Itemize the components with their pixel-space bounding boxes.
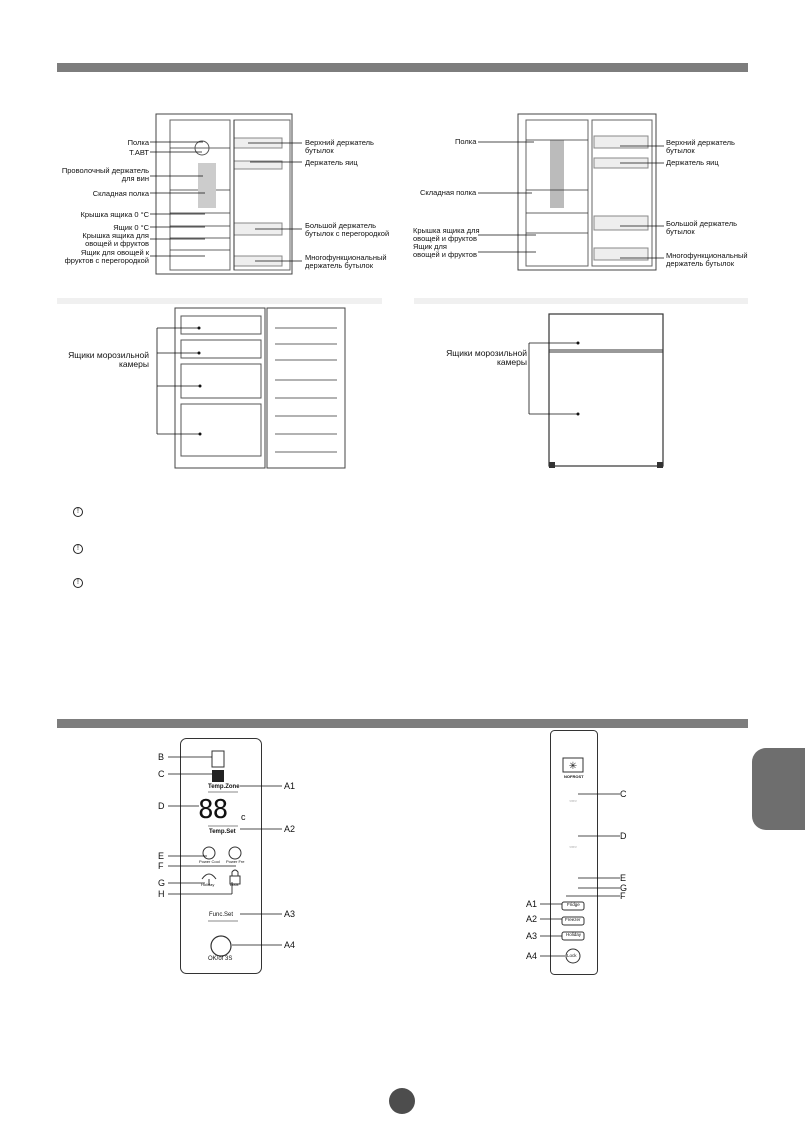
fridge-right-label-large-bottle-holder: Большой держатель бутылок [666, 219, 737, 236]
fridge-left-label-shelf: Полка [127, 138, 149, 147]
callout-a2-right: A2 [526, 914, 538, 924]
fridge-right-label-crisper-cover: Крышка ящика для овощей и фруктов [413, 226, 480, 243]
callout-a1-right: A1 [526, 899, 538, 909]
callout-d-right: D [620, 831, 627, 841]
callout-a2: A2 [284, 824, 296, 834]
fridge-right-label-multi-bottle-holder: Многофункциональный держатель бутылок [666, 251, 748, 268]
freezer-button-label: Freezer [565, 917, 581, 922]
callout-g: G [158, 878, 166, 888]
fridge-right-label-crisper: Ящик для овощей и фруктов [413, 242, 477, 259]
info-icon: ! [73, 578, 83, 588]
temperature-digits: 88 [198, 795, 228, 825]
holiday-button-label: Holiday [566, 932, 582, 937]
fridge-left-label-wine-holder: Проволочный держатель для вин [61, 166, 149, 183]
callout-f-right: F [620, 891, 626, 901]
power-cool-label: Power Cool [199, 859, 220, 864]
power-fre-label: Power Fre [226, 859, 245, 864]
fridge-right-label-folding-shelf: Складная полка [420, 188, 477, 197]
callout-h: H [158, 889, 165, 899]
ok-label: OK/of 3S [208, 956, 233, 962]
callout-g-right: G [620, 883, 628, 893]
page-number-badge [389, 1088, 415, 1114]
fridge-right-label-top-bottle-holder: Верхний держатель бутылок [666, 138, 735, 155]
info-icon: ! [73, 544, 83, 554]
callout-b: B [158, 752, 165, 762]
fridge-left-label-crisper: Ящик для овощей к фруктов с перегородкой [64, 248, 149, 265]
fridge-right-label-egg-holder: Держатель яиц [666, 158, 719, 167]
freezer-right-label: Ящики морозильной камеры [446, 348, 527, 367]
fridge-left-label-egg-holder: Держатель яиц [305, 158, 358, 167]
fridge-left-label-crisper-cover: Крышка ящика для овощей и фруктов [82, 231, 149, 248]
lock-button-label: Lock [567, 953, 577, 958]
callout-d: D [158, 801, 165, 811]
fridge-left-label-auto-temp: Т.АВТ [129, 148, 149, 157]
callout-a4-right: A4 [526, 951, 538, 961]
nofrost-label: NOFROST [564, 774, 584, 779]
callout-a4: A4 [284, 940, 296, 950]
callout-e-right: E [620, 873, 627, 883]
svg-text:○○○: ○○○ [569, 798, 577, 803]
temp-zone-label: Temp.Zone [208, 784, 240, 790]
fridge-left-label-large-bottle-holder: Большой держатель бутылок с перегородкой [305, 221, 390, 238]
callout-a3: A3 [284, 909, 296, 919]
svg-text:○○○: ○○○ [569, 844, 577, 849]
holiday-label: Holiday [201, 882, 215, 887]
celsius-unit: c [241, 812, 246, 822]
callout-f: F [158, 861, 164, 871]
fridge-left-label-folding-shelf: Складная полка [92, 189, 149, 198]
fridge-left-label-zero-drawer: Ящик 0 °С [113, 223, 149, 232]
callout-c-right: C [620, 789, 627, 799]
section-side-tab [752, 748, 805, 830]
lock-label: Lock [230, 882, 239, 887]
info-icon: ! [73, 507, 83, 517]
fridge-left-label-multi-bottle-holder: Многофункциональный держатель бутылок [305, 253, 387, 270]
freezer-left-label: Ящики морозильной камеры [68, 350, 149, 369]
fridge-left-label-top-bottle-holder: Верхний держатель бутылок [305, 138, 374, 155]
fridge-button-label: Fridge [567, 902, 580, 907]
svg-text:✳: ✳ [568, 761, 578, 772]
fridge-left-label-zero-drawer-cover: Крышка ящика 0 °С [80, 210, 149, 219]
callout-a1: A1 [284, 781, 296, 791]
func-set-label: Func.Set [209, 912, 234, 918]
callout-a3-right: A3 [526, 931, 538, 941]
fridge-right-label-shelf: Полка [455, 137, 477, 146]
callout-c: C [158, 769, 165, 779]
temp-set-label: Temp.Set [209, 829, 236, 835]
callout-e: E [158, 851, 165, 861]
